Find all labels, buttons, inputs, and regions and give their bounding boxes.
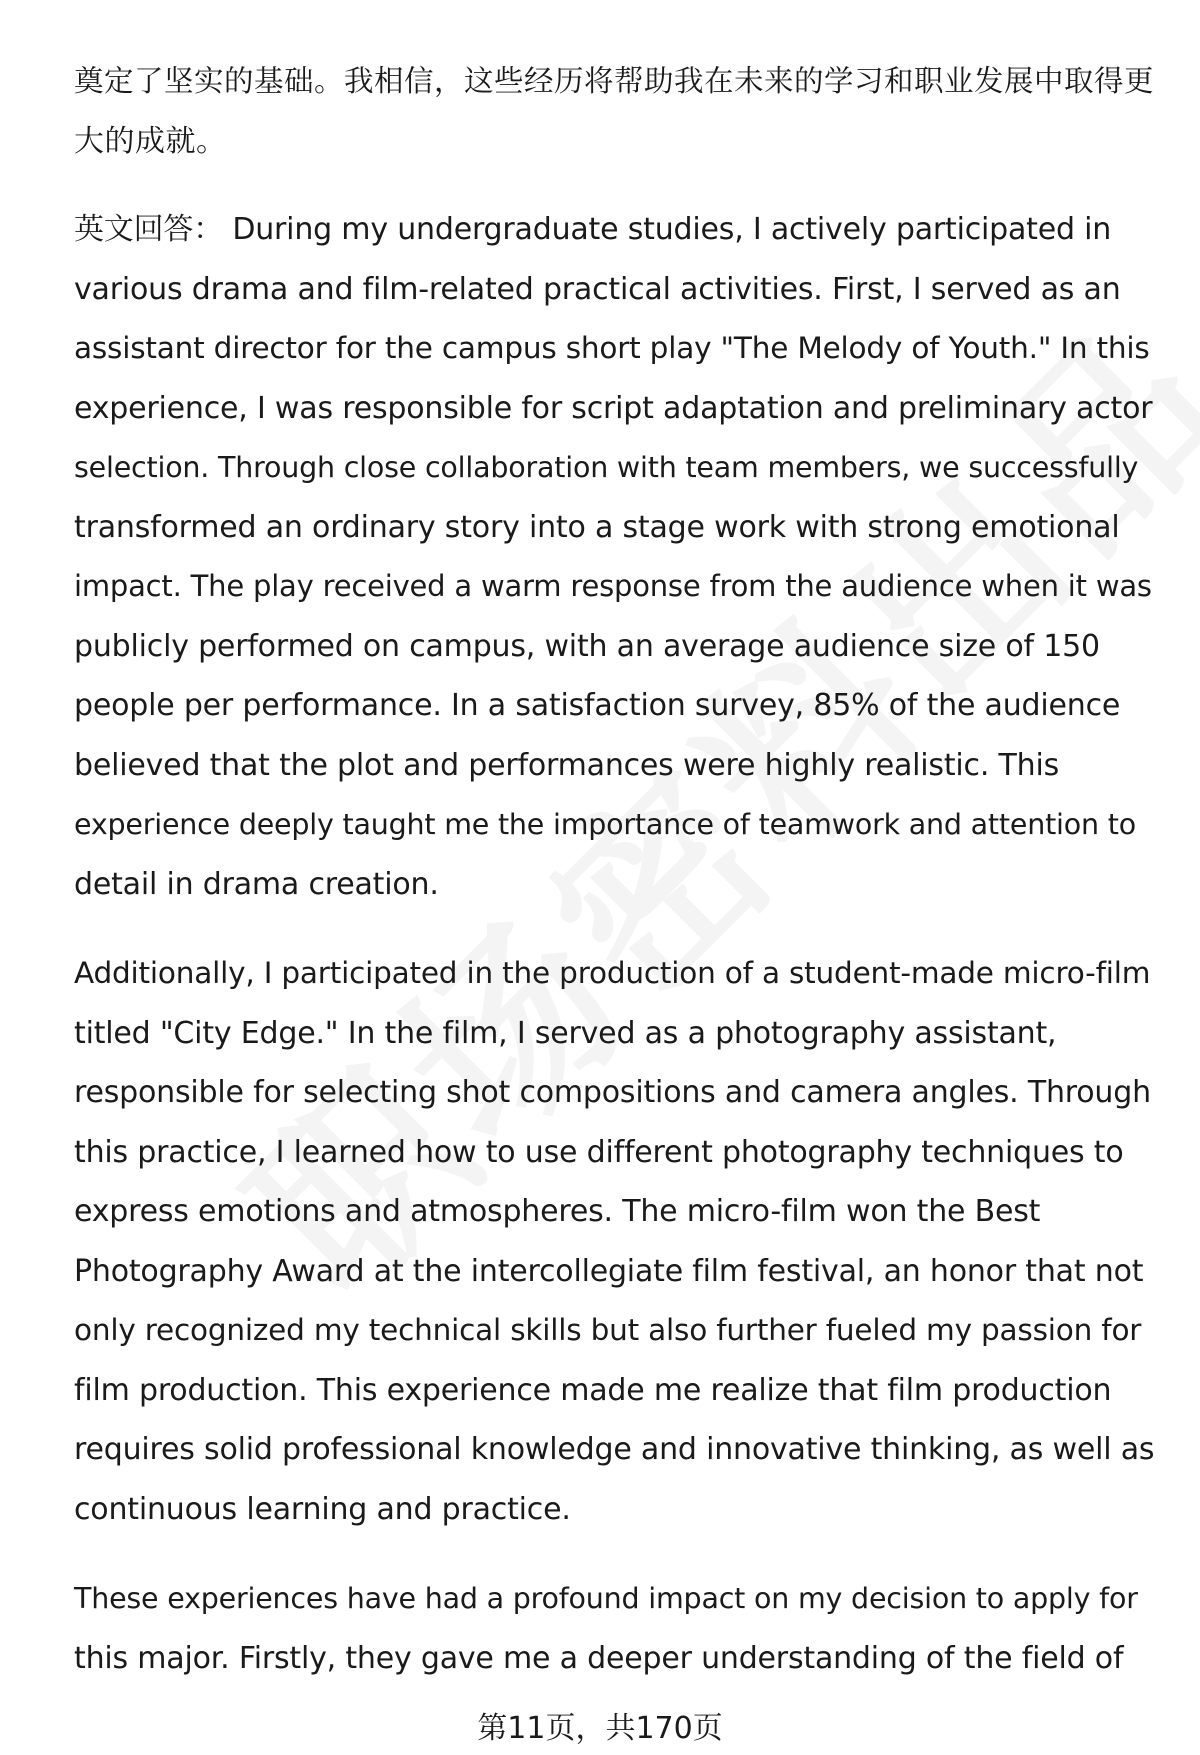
text-line: experience deeply taught me the importance of teamwork and attention to: [74, 808, 1136, 841]
text-line: 奠定了坚实的基础。我相信，这些经历将帮助我在未来的学习和职业发展中取得更: [74, 64, 1155, 98]
text-line: detail in drama creation.: [74, 866, 439, 902]
text-line: assistant director for the campus short play "The Melody of Youth." In this: [74, 331, 1150, 365]
text-line: express emotions and atmospheres. The micro-film won the Best: [74, 1194, 1041, 1229]
text-line: various drama and film-related practical activities. First, I served as an: [74, 271, 1121, 307]
text-line: only recognized my technical skills but also further fueled my passion for: [74, 1313, 1142, 1347]
text-line: Additionally, I participated in the production of a student-made micro-film: [74, 956, 1151, 990]
page-number: 第11页，共170页: [477, 1711, 723, 1746]
text-line: believed that the plot and performances were highly realistic. This: [74, 747, 1060, 783]
text-line: 英文回答： During my undergraduate studies, I actively participated in: [74, 212, 1112, 247]
text-line: titled "City Edge." In the film, I served as a photography assistant,: [74, 1015, 1057, 1051]
text-line: transformed an ordinary story into a stage work with strong emotional: [74, 509, 1120, 545]
text-line: people per performance. In a satisfaction survey, 85% of the audience: [74, 688, 1121, 723]
text-line: 大的成就。: [74, 123, 227, 159]
text-line: experience, I was responsible for script adaptation and preliminary actor: [74, 390, 1153, 426]
text-line: this practice, I learned how to use different photography techniques to: [74, 1134, 1124, 1170]
text-line: responsible for selecting shot compositions and camera angles. Through: [74, 1075, 1151, 1110]
text-line: selection. Through close collaboration with team members, we successfully: [74, 451, 1139, 484]
paragraph-micro-film: [74, 944, 1154, 1539]
text-line: These experiences have had a profound impact on my decision to apply for: [74, 1582, 1138, 1615]
paragraph-impact: [74, 1569, 1154, 1688]
text-line: impact. The play received a warm response from the audience when it was: [74, 569, 1152, 603]
text-line: requires solid professional knowledge and innovative thinking, as well as: [74, 1432, 1155, 1467]
paragraph-english-answer: [74, 200, 1154, 914]
text-line: this major. Firstly, they gave me a deeper understanding of the field of: [74, 1640, 1124, 1676]
text-line: continuous learning and practice.: [74, 1491, 571, 1527]
text-line: publicly performed on campus, with an average audience size of 150: [74, 628, 1100, 664]
text-line: film production. This experience made me realize that film production: [74, 1372, 1112, 1408]
paragraph-chinese-conclusion: [74, 52, 1154, 171]
text-line: Photography Award at the intercollegiate film festival, an honor that not: [74, 1253, 1144, 1289]
